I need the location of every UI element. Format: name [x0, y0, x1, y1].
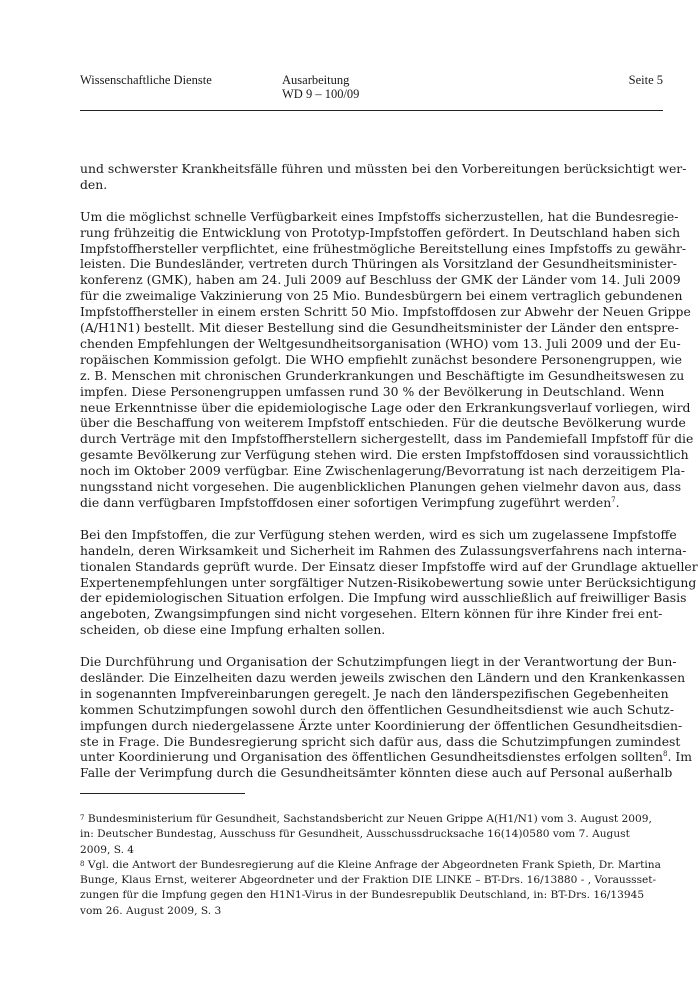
text-line-content: die dann verfügbaren Impfstoffdosen einer sofortigen Verimpfung zugeführt werden [80, 495, 612, 511]
text-line: desländer. Die Einzelheiten dazu werden jeweils zwischen den Ländern und den Krankenkassen [80, 669, 686, 685]
footnote-line: 2009, S. 4 [80, 843, 135, 856]
text-line: ropäischen Kommission gefolgt. Die WHO empfiehlt zunächst besondere Personengruppen, wie [80, 351, 682, 367]
text-line: leisten. Die Bundesländer, vertreten durch Thüringen als Vorsitzland der Gesundheitsminister- [80, 256, 677, 272]
text-line: tionalen Standards geprüft wurde. Der Einsatz dieser Impfstoffe wird auf der Grundlage aktueller [80, 558, 698, 574]
footnotes [80, 812, 663, 919]
text-line: Um die möglichst schnelle Verfügbarkeit eines Impfstoffs sicherzustellen, hat die Bundesregie- [80, 208, 679, 224]
page-header [80, 73, 663, 111]
text-line: und schwerster Krankheitsfälle führen und müssten bei den Vorbereitungen berücksichtigt wer- [80, 161, 687, 176]
footnote-ref-7[interactable]: 7 [611, 496, 616, 505]
text-line: der epidemiologischen Situation erfolgen. Die Impfung wird ausschließlich auf freiwilliger Basis [80, 590, 687, 606]
text-line: in sogenannten Impfvereinbarungen geregelt. Je nach den länderspezifischen Gegebenheiten [80, 685, 669, 701]
text-line: für die zweimalige Vakzinierung von 25 Mio. Bundesbürgern bei einem vertraglich gebundenen [80, 288, 683, 304]
footnote-7 [80, 812, 663, 858]
paragraph-2 [80, 208, 694, 511]
header-doc-type: Ausarbeitung [282, 73, 350, 87]
footnote-8 [80, 858, 663, 919]
footnote-mark: 8 [80, 859, 85, 868]
text-line: rung frühzeitig die Entwicklung von Prototyp-Impfstoffen gefördert. In Deutschland haben sich [80, 224, 681, 240]
paragraph-4 [80, 654, 693, 781]
text-line: nungsstand nicht vorgesehen. Die augenblicklichen Planungen gehen vielmehr davon aus, dass [80, 479, 682, 495]
text-line: angeboten, Zwangsimpfungen sind nicht vorgesehen. Eltern können für ihre Kinder frei ent- [80, 606, 663, 622]
text-line: impfungen durch niedergelassene Ärzte unter Koordinierung der öffentlichen Gesundheitsdien- [80, 717, 683, 733]
header-institution: Wissenschaftliche Dienste [80, 73, 212, 87]
paragraph-3 [80, 526, 698, 638]
text-line-content: unter Koordinierung und Organisation des öffentlichen Gesundheitsdienstes erfolgen sollten [80, 749, 664, 765]
footnote-line: vom 26. August 2009, S. 3 [80, 904, 222, 917]
text-line: über die Beschaffung von weiterem Impfstoff entschieden. Für die deutsche Bevölkerung wurde [80, 415, 686, 431]
text-line: chenden Empfehlungen der Weltgesundheitsorganisation (WHO) vom 13. Juli 2009 und der Eu- [80, 335, 681, 351]
footnote-line: in: Deutscher Bundestag, Ausschuss für Gesundheit, Ausschussdrucksache 16(14)0580 vom 7. August [80, 828, 630, 841]
text-line [80, 749, 693, 765]
footnote-divider [80, 793, 245, 794]
text-line: durch Verträge mit den Impfstoffherstellern sichergestellt, dass im Pandemiefall Impfstoff für die [80, 431, 694, 447]
text-line: handeln, deren Wirksamkeit und Sicherheit im Rahmen des Zulassungsverfahrens nach interna- [80, 542, 687, 558]
footnote-ref-8[interactable]: 8 [663, 750, 668, 759]
text-line: den. [80, 176, 108, 192]
text-line: impfen. Diese Personengruppen umfassen rund 30 % der Bevölkerung in Deutschland. Wenn [80, 383, 665, 399]
text-line: Expertenempfehlungen unter sorgfältiger Nutzen-Risikobewertung sowie unter Berücksichtigung [80, 574, 697, 590]
text-line: Impfstoffhersteller in einem ersten Schritt 50 Mio. Impfstoffdosen zur Abwehr der Neuen Grippe [80, 304, 691, 320]
text-line: scheiden, ob diese eine Impfung erhalten sollen. [80, 622, 386, 638]
page-number: Seite 5 [628, 73, 663, 87]
text-line: Impfstoffhersteller verpflichtet, eine frühestmögliche Bereitstellung eines Impfstoffs zu gewähr- [80, 240, 687, 256]
header-document-id [282, 73, 359, 101]
text-line: gesamte Bevölkerung zur Verfügung stehen wird. Die ersten Impfstoffdosen sind voraussichtlich [80, 447, 689, 463]
footnote-line: Bunge, Klaus Ernst, weiterer Abgeordneter und der Fraktion DIE LINKE – BT-Drs. 16/13880 - , Voraussset- [80, 874, 657, 887]
text-line: konferenz (GMK), haben am 24. Juli 2009 auf Beschluss der GMK der Länder vom 14. Juli 2009 [80, 272, 681, 288]
footnote-line: zungen für die Impfung gegen den H1N1-Virus in der Bundesrepublik Deutschland, in: BT-Drs. 16/13945 [80, 889, 645, 902]
text-line: die dann verfügbaren Impfstoffdosen einer sofortigen Verimpfung zugeführt werden$^7$. [80, 495, 620, 511]
text-line: z. B. Menschen mit chronischen Grunderkrankungen und Beschäftigte im Gesundheitswesen zu [80, 367, 685, 383]
header-doc-number: WD 9 – 100/09 [282, 87, 360, 101]
footnote-text: Bundesministerium für Gesundheit, Sachstandsbericht zur Neuen Grippe A(H1/N1) vom 3. August 2009, [84, 813, 652, 825]
text-line: (A/H1N1) bestellt. Mit dieser Bestellung sind die Gesundheitsminister der Länder den entspre- [80, 320, 679, 336]
body-text [80, 161, 698, 797]
text-line: Die Durchführung und Organisation der Schutzimpfungen liegt in der Verantwortung der Bun- [80, 654, 677, 670]
footnote-line [80, 812, 663, 827]
text-line: neue Erkenntnisse über die epidemiologische Lage oder den Erkrankungsverlauf vorliegen, wird [80, 399, 691, 415]
header-divider [80, 110, 663, 111]
footnote-mark: 7 [80, 814, 85, 822]
text-line: noch im Oktober 2009 verfügbar. Eine Zwischenlagerung/Bevorratung ist nach derzeitigem Pla- [80, 463, 685, 479]
text-line: Bei den Impfstoffen, die zur Verfügung stehen werden, wird es sich um zugelassene Impfstoffe [80, 526, 677, 542]
footnote-text: Vgl. die Antwort der Bundesregierung auf die Kleine Anfrage der Abgeordneten Frank Spieth, Dr. Martina [84, 858, 661, 871]
text-line: ste in Frage. Die Bundesregierung spricht sich dafür aus, dass die Schutzimpfungen zumindest [80, 733, 681, 749]
text-line: kommen Schutzimpfungen sowohl durch den öffentlichen Gesundheitsdienst wie auch Schutz- [80, 701, 675, 717]
footnote-line [80, 858, 663, 873]
text-line: Falle der Verimpfung durch die Gesundheitsämter könnten diese auch auf Personal außerhalb [80, 765, 673, 781]
text-line-suffix: . Im [667, 749, 693, 765]
paragraph-1 [80, 161, 687, 193]
